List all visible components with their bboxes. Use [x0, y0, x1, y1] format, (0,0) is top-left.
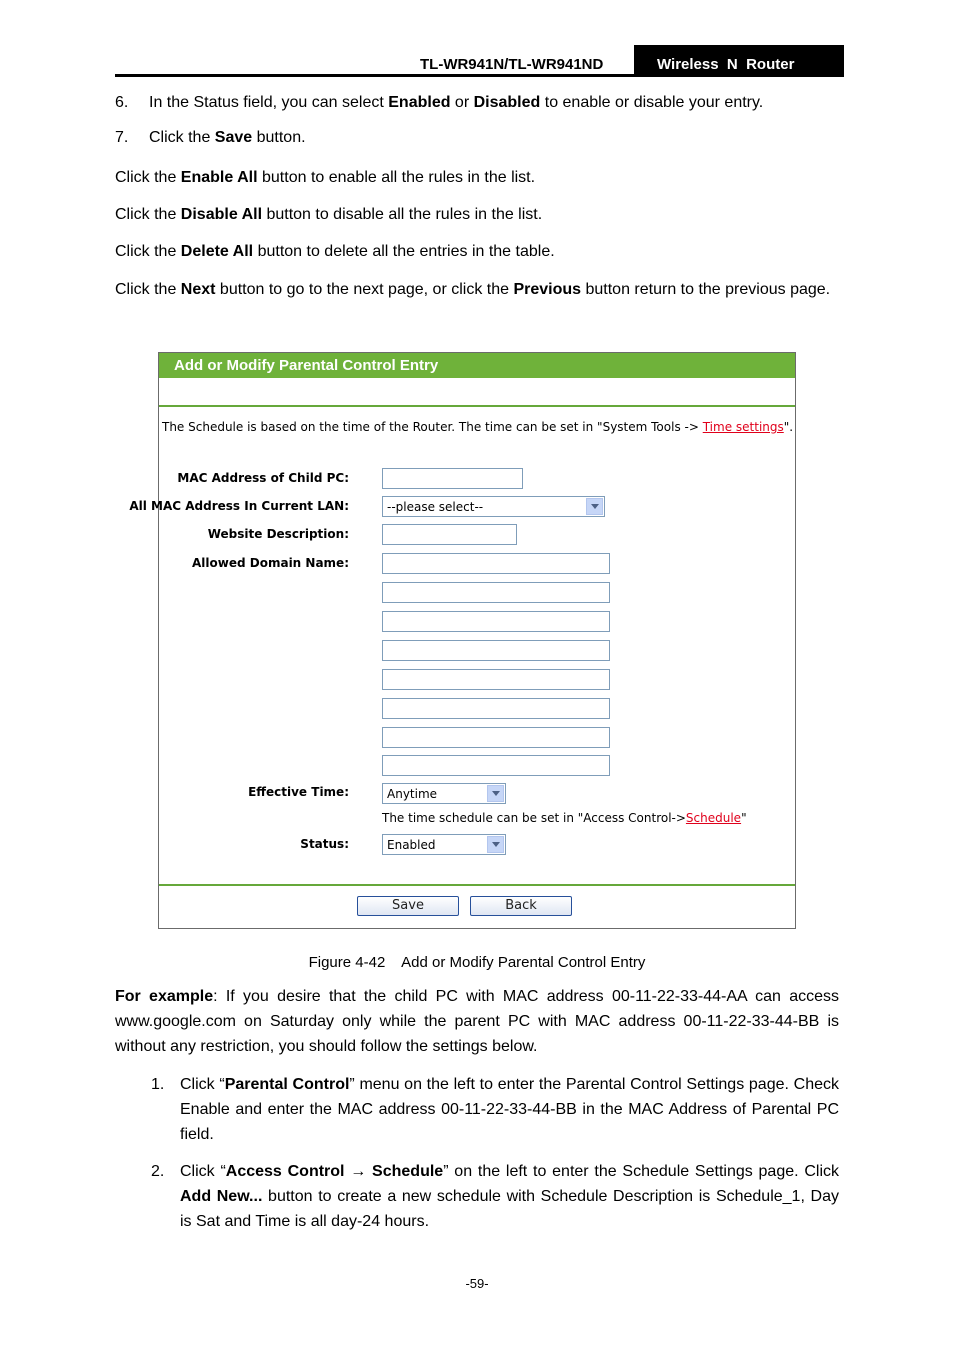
- allowed-domain-label: Allowed Domain Name:: [192, 556, 349, 570]
- allowed-domain-input[interactable]: [382, 611, 610, 632]
- website-description-input[interactable]: [382, 524, 517, 545]
- header-product: Wireless N Router: [657, 56, 795, 73]
- time-settings-link[interactable]: Time settings: [702, 420, 784, 434]
- step-2-text: Click “Access Control → Schedule” on the left to enter the Schedule Settings page. Click Add New... button to create a new schedule with Schedule Description is Schedule_1, Day is Sat and Time is all day-24 hours.: [180, 1163, 840, 1230]
- page-number: -59-: [465, 1276, 489, 1291]
- figure-divider-top: [159, 405, 795, 407]
- status-select-value: Enabled: [387, 838, 436, 852]
- time-schedule-note: The time schedule can be set in "Access Control->Schedule": [382, 811, 747, 825]
- chevron-down-icon[interactable]: [487, 785, 504, 802]
- effective-time-select-value: Anytime: [387, 787, 438, 801]
- figure-title: Add or Modify Parental Control Entry: [174, 357, 439, 374]
- status-select[interactable]: [382, 834, 506, 855]
- figure-divider-bottom: [159, 884, 795, 886]
- para-disable-all: Click the Disable All button to disable all the rules in the list.: [115, 206, 543, 223]
- effective-time-label: Effective Time:: [248, 785, 349, 799]
- effective-time-select[interactable]: [382, 783, 506, 804]
- mac-child-label: MAC Address of Child PC:: [177, 471, 349, 485]
- status-label: Status:: [300, 837, 349, 851]
- allowed-domain-input[interactable]: [382, 582, 610, 603]
- allowed-domain-input[interactable]: [382, 727, 610, 748]
- chevron-down-icon[interactable]: [586, 498, 603, 515]
- allowed-domain-input[interactable]: [382, 755, 610, 776]
- step-7-number: 7.: [115, 129, 129, 146]
- step-6-text: In the Status field, you can select Enabled or Disabled to enable or disable your entry.: [149, 94, 764, 111]
- step-6-number: 6.: [115, 94, 129, 111]
- step-7-text: Click the Save button.: [149, 129, 306, 146]
- figure-title-bar: [159, 353, 795, 378]
- all-mac-label: All MAC Address In Current LAN:: [129, 499, 349, 513]
- allowed-domain-input[interactable]: [382, 553, 610, 574]
- allowed-domain-input[interactable]: [382, 640, 610, 661]
- step-1-text: Click “Parental Control” menu on the left to enter the Parental Control Settings page. Check Enable and enter the MAC address 00-11-22-33-44-BB in the MAC Address of Parental PC field.: [180, 1076, 839, 1143]
- all-mac-select-value: --please select--: [387, 500, 484, 514]
- back-button[interactable]: Back: [470, 896, 572, 916]
- para-next-previous: Click the Next button to go to the next page, or click the Previous button return to the previous page.: [115, 281, 831, 298]
- example-paragraph: For example: If you desire that the child PC with MAC address 00-11-22-33-44-AA can access www.google.com on Saturday only while the parent PC with MAC address 00-11-22-33-44-BB is without any restriction, you should follow the settings below.: [115, 988, 840, 1055]
- website-description-label: Website Description:: [207, 527, 349, 541]
- allowed-domain-input[interactable]: [382, 698, 610, 719]
- header-product-box: [634, 45, 844, 77]
- schedule-link[interactable]: Schedule: [685, 811, 742, 825]
- chevron-down-icon[interactable]: [487, 836, 504, 853]
- step-1-number: 1.: [151, 1076, 165, 1093]
- para-delete-all: Click the Delete All button to delete all the entries in the table.: [115, 243, 555, 260]
- parental-control-entry-figure: [129, 352, 796, 929]
- header-rule: [115, 74, 844, 77]
- mac-child-input[interactable]: [382, 468, 523, 489]
- all-mac-select[interactable]: [382, 496, 605, 517]
- para-enable-all: Click the Enable All button to enable all the rules in the list.: [115, 169, 536, 186]
- step-2-number: 2.: [151, 1163, 165, 1180]
- schedule-note: The Schedule is based on the time of the Router. The time can be set in "System Tools -> Time settings".: [162, 420, 794, 434]
- save-button[interactable]: Save: [357, 896, 459, 916]
- header-model: TL-WR941N/TL-WR941ND: [420, 56, 604, 73]
- figure-caption: Figure 4-42 Add or Modify Parental Control Entry: [308, 954, 646, 971]
- allowed-domain-input[interactable]: [382, 669, 610, 690]
